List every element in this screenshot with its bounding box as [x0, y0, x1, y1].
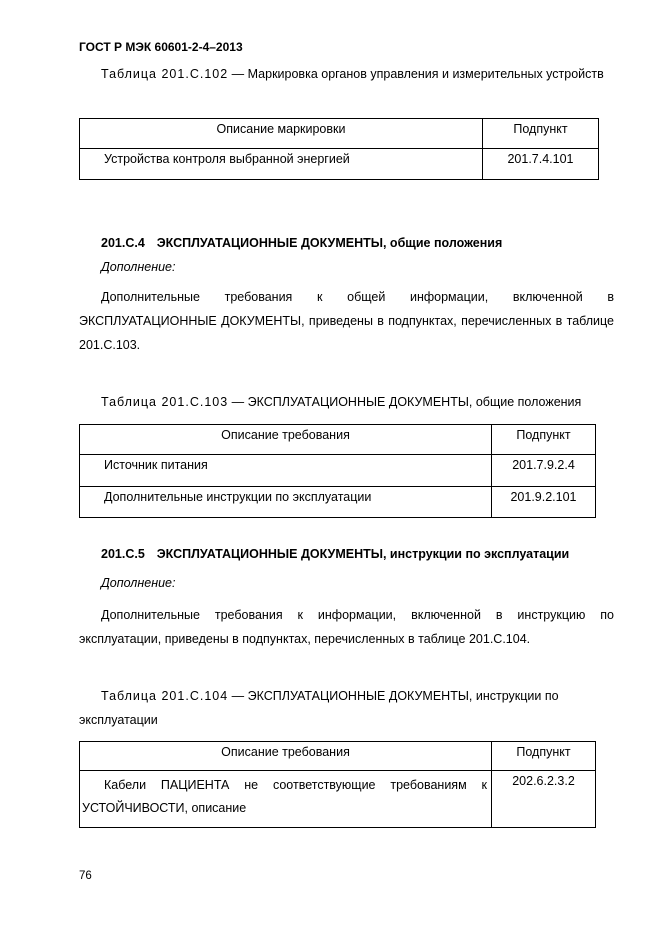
table-103-row-2-subclause: 201.9.2.101 — [492, 487, 596, 518]
table-header-row — [80, 425, 596, 455]
section-5-addition: Дополнение: — [101, 576, 176, 590]
table-row — [80, 149, 599, 180]
table-104-col-subclause: Подпункт — [492, 742, 596, 771]
table-104-row-1-description: Кабели ПАЦИЕНТА не соответствующие требованиям к УСТОЙЧИВОСТИ, описание — [80, 771, 492, 828]
table-row — [80, 455, 596, 487]
table-102-col-subclause: Подпункт — [483, 119, 599, 149]
table-104-caption-lead: Таблица 201.С.104 — [101, 689, 229, 703]
table-row — [80, 487, 596, 518]
page-number: 76 — [79, 870, 92, 882]
table-103-caption — [79, 390, 614, 414]
table-102-caption-rest: — Маркировка органов управления и измерительных устройств — [228, 67, 604, 81]
table-103-row-2-description: Дополнительные инструкции по эксплуатации — [80, 487, 492, 518]
table-103-col-description: Описание требования — [80, 425, 492, 455]
table-104 — [79, 741, 596, 828]
table-103-row-1-description: Источник питания — [80, 455, 492, 487]
table-102-caption — [79, 62, 614, 86]
table-row — [80, 771, 596, 828]
table-103 — [79, 424, 596, 518]
section-5-title-rest: , инструкции по эксплуатации — [382, 547, 570, 561]
table-104-row-1-subclause: 202.6.2.3.2 — [492, 771, 596, 828]
section-5-paragraph: Дополнительные требования к информации, включенной в инструкцию по эксплуатации, приведены в подпунктах, перечисленных в таблице 201.С.104. — [79, 608, 614, 646]
table-102-col-description: Описание маркировки — [80, 119, 483, 149]
table-102 — [79, 118, 599, 180]
section-5-title — [101, 547, 569, 561]
table-header-row — [80, 742, 596, 771]
table-103-caption-rest: — ЭКСПЛУАТАЦИОННЫЕ ДОКУМЕНТЫ, общие положения — [228, 395, 582, 409]
table-103-row-1-subclause: 201.7.9.2.4 — [492, 455, 596, 487]
section-4-title — [101, 236, 502, 250]
table-102-caption-lead: Таблица 201.С.102 — [101, 67, 229, 81]
section-5-title-caps: ЭКСПЛУАТАЦИОННЫЕ ДОКУМЕНТЫ — [156, 547, 383, 561]
section-5-number: 201.С.5 — [101, 547, 145, 561]
section-4-paragraph: Дополнительные требования к общей информации, включенной в ЭКСПЛУАТАЦИОННЫЕ ДОКУМЕНТЫ, приведены в подпунктах, перечисленных в таблице 201.С.103. — [79, 290, 614, 352]
table-header-row — [80, 119, 599, 149]
section-4-addition: Дополнение: — [101, 260, 176, 274]
table-102-row-1-description: Устройства контроля выбранной энергией — [80, 149, 483, 180]
table-103-caption-lead: Таблица 201.С.103 — [101, 395, 229, 409]
table-104-caption — [79, 684, 614, 732]
section-4-number: 201.С.4 — [101, 236, 145, 250]
table-102-row-1-subclause: 201.7.4.101 — [483, 149, 599, 180]
section-4-title-rest: , общие положения — [382, 236, 503, 250]
table-103-col-subclause: Подпункт — [492, 425, 596, 455]
table-104-col-description: Описание требования — [80, 742, 492, 771]
section-4-title-caps: ЭКСПЛУАТАЦИОННЫЕ ДОКУМЕНТЫ — [156, 236, 383, 250]
document-code: ГОСТ Р МЭК 60601-2-4–2013 — [79, 40, 243, 54]
table-104-caption-rest: — ЭКСПЛУАТАЦИОННЫЕ ДОКУМЕНТЫ, инструкции по эксплуатации — [79, 689, 559, 727]
